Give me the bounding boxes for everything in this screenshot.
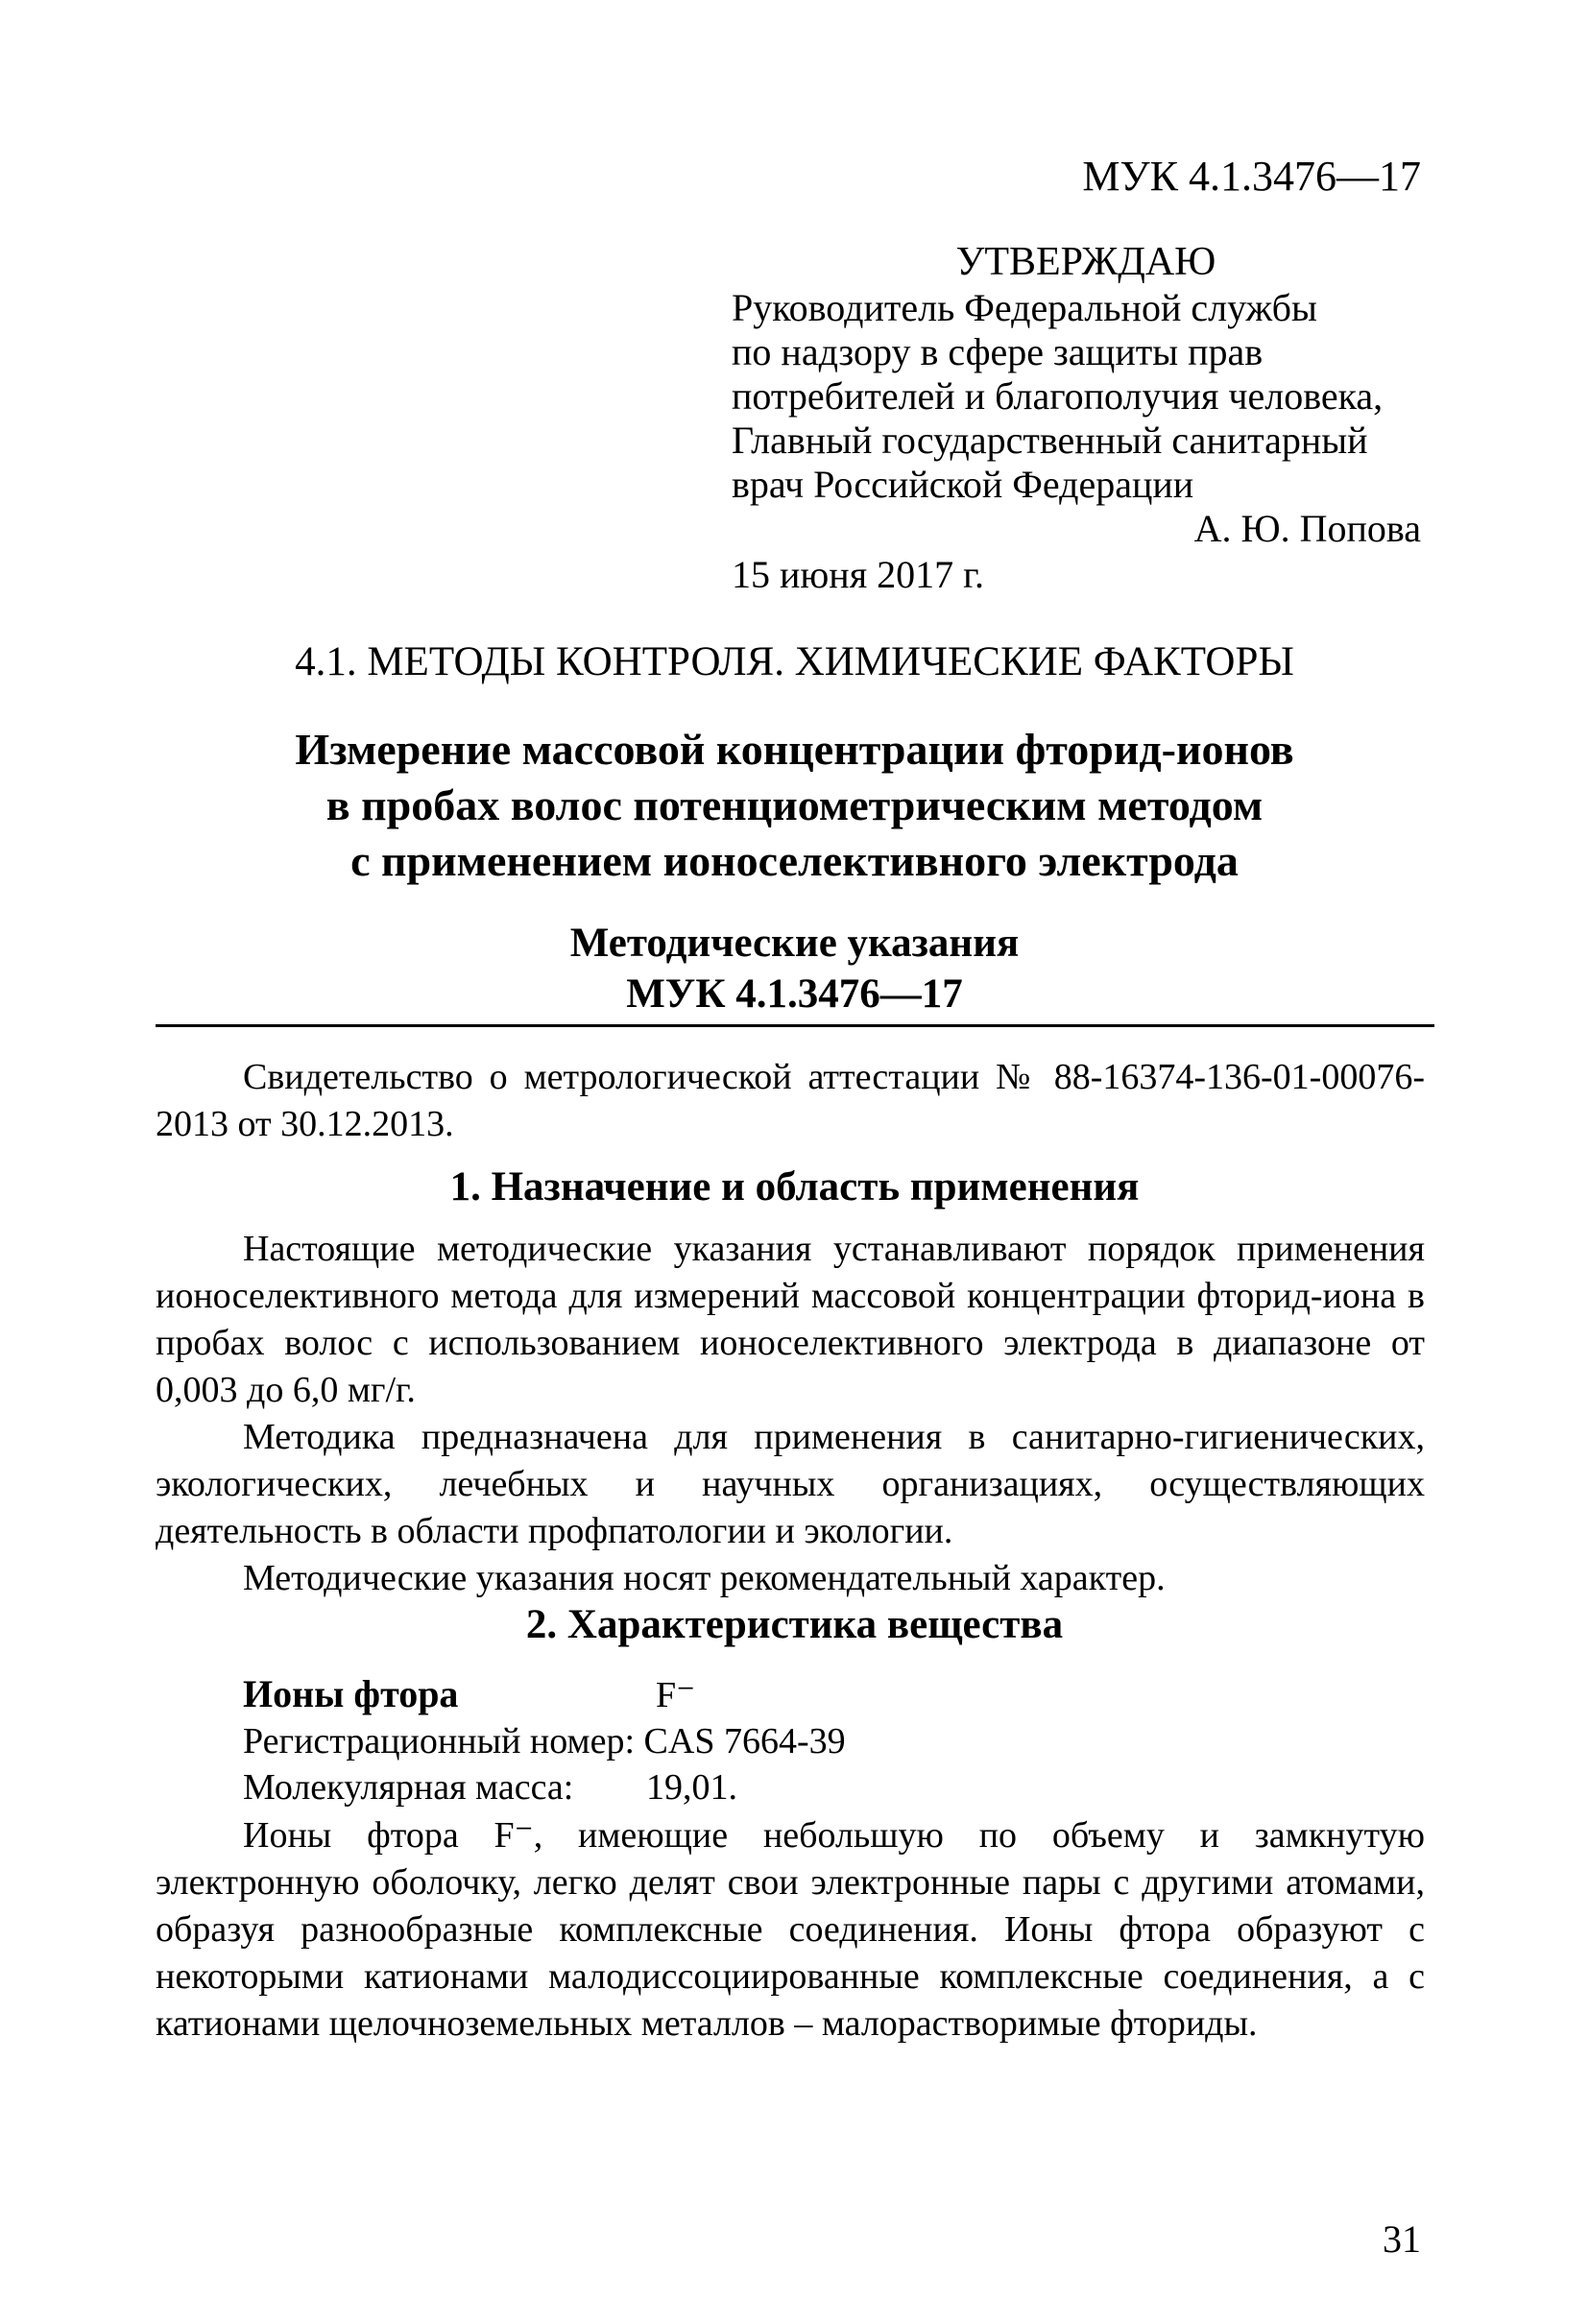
approval-line: по надзору в сфере защиты прав: [732, 330, 1264, 373]
substance-properties: [243, 1671, 846, 1810]
approval-line: Руководитель Федеральной службы: [732, 286, 1317, 329]
registration-label: Регистрационный номер:: [243, 1721, 636, 1761]
approver-name: А. Ю. Попова: [1193, 507, 1421, 550]
approval-line: врач Российской Федерации: [732, 463, 1194, 506]
mass-value: 19,01.: [646, 1767, 737, 1808]
approval-date: 15 июня 2017 г.: [732, 553, 984, 596]
ion-name: Ионы фтора: [243, 1672, 459, 1715]
certificate-text: Свидетельство о метрологической аттестации № 88-16374-136-01-00076-2013 от 30.12.2013.: [156, 1057, 1425, 1144]
document-code-header: МУК 4.1.3476—17: [1082, 153, 1421, 200]
section1-body: [156, 1226, 1425, 1602]
ion-row: [243, 1671, 846, 1718]
approval-title: УТВЕРЖДАЮ: [955, 240, 1216, 284]
mass-row: [243, 1764, 846, 1810]
mass-label: Молекулярная масса:: [243, 1767, 574, 1808]
subtitle-code: МУК 4.1.3476—17: [626, 971, 963, 1017]
paragraph: Методика предназначена для применения в санитарно-гигиенических, экологических, лечебных и научных организациях, осуществляющих деятельность в области профпатологии и экологии.: [156, 1417, 1425, 1551]
section1-heading: 1. Назначение и область применения: [449, 1164, 1140, 1210]
title-line: Измерение массовой концентрации фторид-ионов: [295, 725, 1294, 774]
paragraph: Методические указания носят рекомендательный характер.: [243, 1558, 1166, 1598]
paragraph: Настоящие методические указания устанавливают порядок применения ионоселективного метода для измерений массовой концентрации фторид-иона в пробах волос с использованием ионоселективного электрода в диапазоне от 0,003 до 6,0 мг/г.: [156, 1229, 1425, 1410]
approval-line: Главный государственный санитарный: [732, 419, 1368, 462]
subtitle-text: Методические указания: [569, 921, 1020, 966]
registration-value: CAS 7664-39: [643, 1721, 846, 1761]
page-number: 31: [1383, 2217, 1421, 2261]
section2-heading: 2. Характеристика вещества: [525, 1602, 1064, 1647]
section-heading: 4.1. МЕТОДЫ КОНТРОЛЯ. ХИМИЧЕСКИЕ ФАКТОРЫ: [295, 639, 1294, 684]
ion-formula: F⁻: [656, 1675, 696, 1715]
document-subtitle: [0, 918, 1589, 1019]
title-line: в пробах волос потенциометрическим методом: [325, 780, 1264, 829]
horizontal-rule: [156, 1024, 1434, 1027]
paragraph: Ионы фтора F⁻, имеющие небольшую по объему и замкнутую электронную оболочку, легко делят свои электронные пары с другими атомами, образуя разнообразные комплексные соединения. Ионы фтора образуют с некоторыми катионами малодиссоциированные комплексные соединения, а с катионами щелочноземельных металлов – малорастворимые фториды.: [156, 1815, 1425, 2044]
certificate-block: [156, 1054, 1425, 1148]
approval-line: потребителей и благополучия человека,: [732, 374, 1384, 418]
registration-row: [243, 1718, 846, 1764]
section2-body: [156, 1812, 1425, 2048]
title-line: с применением ионоселективного электрода: [350, 836, 1239, 885]
approval-block: [732, 240, 1421, 597]
document-title: [0, 722, 1589, 889]
